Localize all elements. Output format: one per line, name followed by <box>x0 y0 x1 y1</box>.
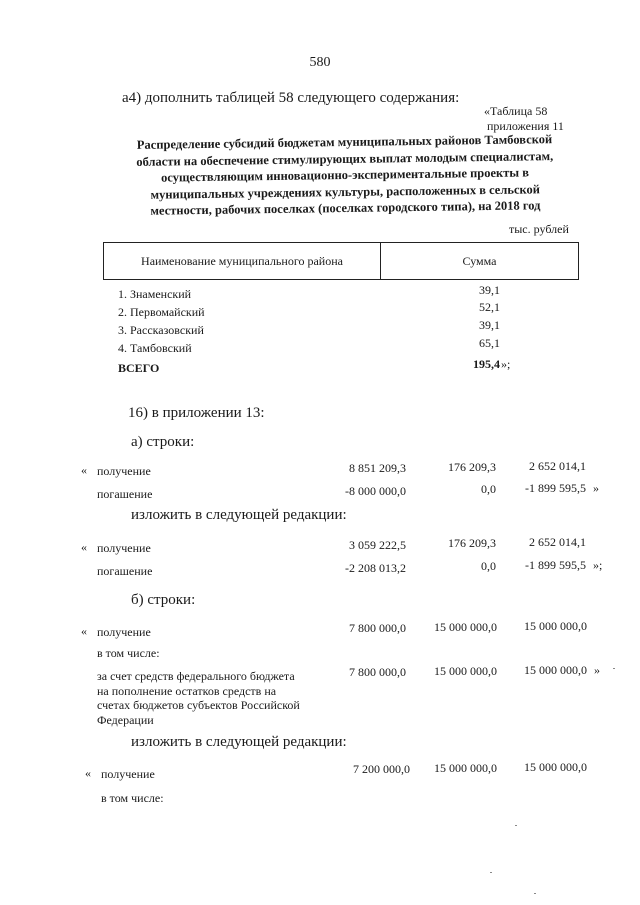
page-number: 580 <box>309 55 331 70</box>
value-col2: 0,0 <box>481 559 496 573</box>
table-total-label: ВСЕГО <box>118 361 160 375</box>
replace-heading: изложить в следующей редакции: <box>131 507 347 523</box>
repayment-label: погашение <box>97 487 153 501</box>
table-total-value: 195,4 <box>473 357 500 371</box>
subsection-b-heading: б) строки: <box>131 592 196 608</box>
receipt-label: получение <box>101 767 155 781</box>
receipt-label: получение <box>97 464 151 478</box>
quote-close: »; <box>593 558 603 572</box>
quote-open: « <box>85 766 91 780</box>
table-total-suffix: »; <box>501 357 511 371</box>
section-16-heading: 16) в приложении 13: <box>128 405 265 421</box>
value-col1: 8 851 209,3 <box>349 461 406 475</box>
table-row-name: 2. Первомайский <box>118 305 205 319</box>
table-row-value: 65,1 <box>479 336 500 350</box>
federal-budget-description: за счет средств федерального бюджета на пополнение остатков средств на счетах бюджетов субъектов Российской Федерации <box>97 669 300 727</box>
table-row-value: 39,1 <box>479 283 500 297</box>
value-col3: 2 652 014,1 <box>529 459 586 473</box>
column-header-name: Наименование муниципального района <box>104 243 381 280</box>
value-col2: 0,0 <box>481 482 496 496</box>
value-col1: -8 000 000,0 <box>345 484 406 498</box>
including-label: в том числе: <box>97 646 160 660</box>
table-row-value: 52,1 <box>479 300 500 314</box>
value-col2: 15 000 000,0 <box>434 761 497 775</box>
quote-open: « <box>81 463 87 477</box>
scan-speck <box>534 893 536 894</box>
value-col1: 7 800 000,0 <box>349 665 406 679</box>
receipt-label: получение <box>97 625 151 639</box>
value-col3: 15 000 000,0 <box>524 760 587 774</box>
value-col2: 15 000 000,0 <box>434 664 497 678</box>
table-58-header <box>103 242 579 280</box>
value-col2: 176 209,3 <box>448 536 496 550</box>
replace-heading: изложить в следующей редакции: <box>131 734 347 750</box>
value-col2: 176 209,3 <box>448 460 496 474</box>
value-col1: 7 800 000,0 <box>349 621 406 635</box>
receipt-label: получение <box>97 541 151 555</box>
including-label: в том числе: <box>101 791 164 805</box>
section-a4-heading: а4) дополнить таблицей 58 следующего содержания: <box>122 90 460 106</box>
scan-speck <box>490 872 492 873</box>
quote-open: « <box>81 540 87 554</box>
table-row-name: 4. Тамбовский <box>118 341 192 355</box>
value-col1: 7 200 000,0 <box>353 762 410 776</box>
value-col3: 2 652 014,1 <box>529 535 586 549</box>
table-ref-line2: приложения 11 <box>487 119 564 133</box>
value-col3: 15 000 000,0 <box>524 663 587 677</box>
value-col1: 3 059 222,5 <box>349 538 406 552</box>
value-col3: -1 899 595,5 <box>525 481 586 495</box>
repayment-label: погашение <box>97 564 153 578</box>
value-col3: 15 000 000,0 <box>524 619 587 633</box>
column-header-sum: Сумма <box>381 243 579 280</box>
quote-close: » <box>594 663 600 677</box>
value-col2: 15 000 000,0 <box>434 620 497 634</box>
subsection-a-heading: а) строки: <box>131 434 195 450</box>
table-title: Распределение субсидий бюджетам муниципальных районов Тамбовской области на обеспечение стимулирующих выплат молодым специалистам, осуществляющим инновационно-экспериментальные проекты в муниципальных учреждениях культуры, расположенных в сельской местности, рабочих поселках (поселках городского типа), на 2018 год <box>136 132 554 218</box>
value-col1: -2 208 013,2 <box>345 561 406 575</box>
table-ref-line1: «Таблица 58 <box>484 104 548 118</box>
quote-close: » <box>593 481 599 495</box>
scan-speck <box>515 825 517 826</box>
scan-speck <box>613 668 615 669</box>
table-row-name: 3. Рассказовский <box>118 323 204 337</box>
quote-open: « <box>81 624 87 638</box>
table-row-value: 39,1 <box>479 318 500 332</box>
value-col3: -1 899 595,5 <box>525 558 586 572</box>
table-row-name: 1. Знаменский <box>118 287 192 301</box>
unit-label: тыс. рублей <box>509 222 569 236</box>
